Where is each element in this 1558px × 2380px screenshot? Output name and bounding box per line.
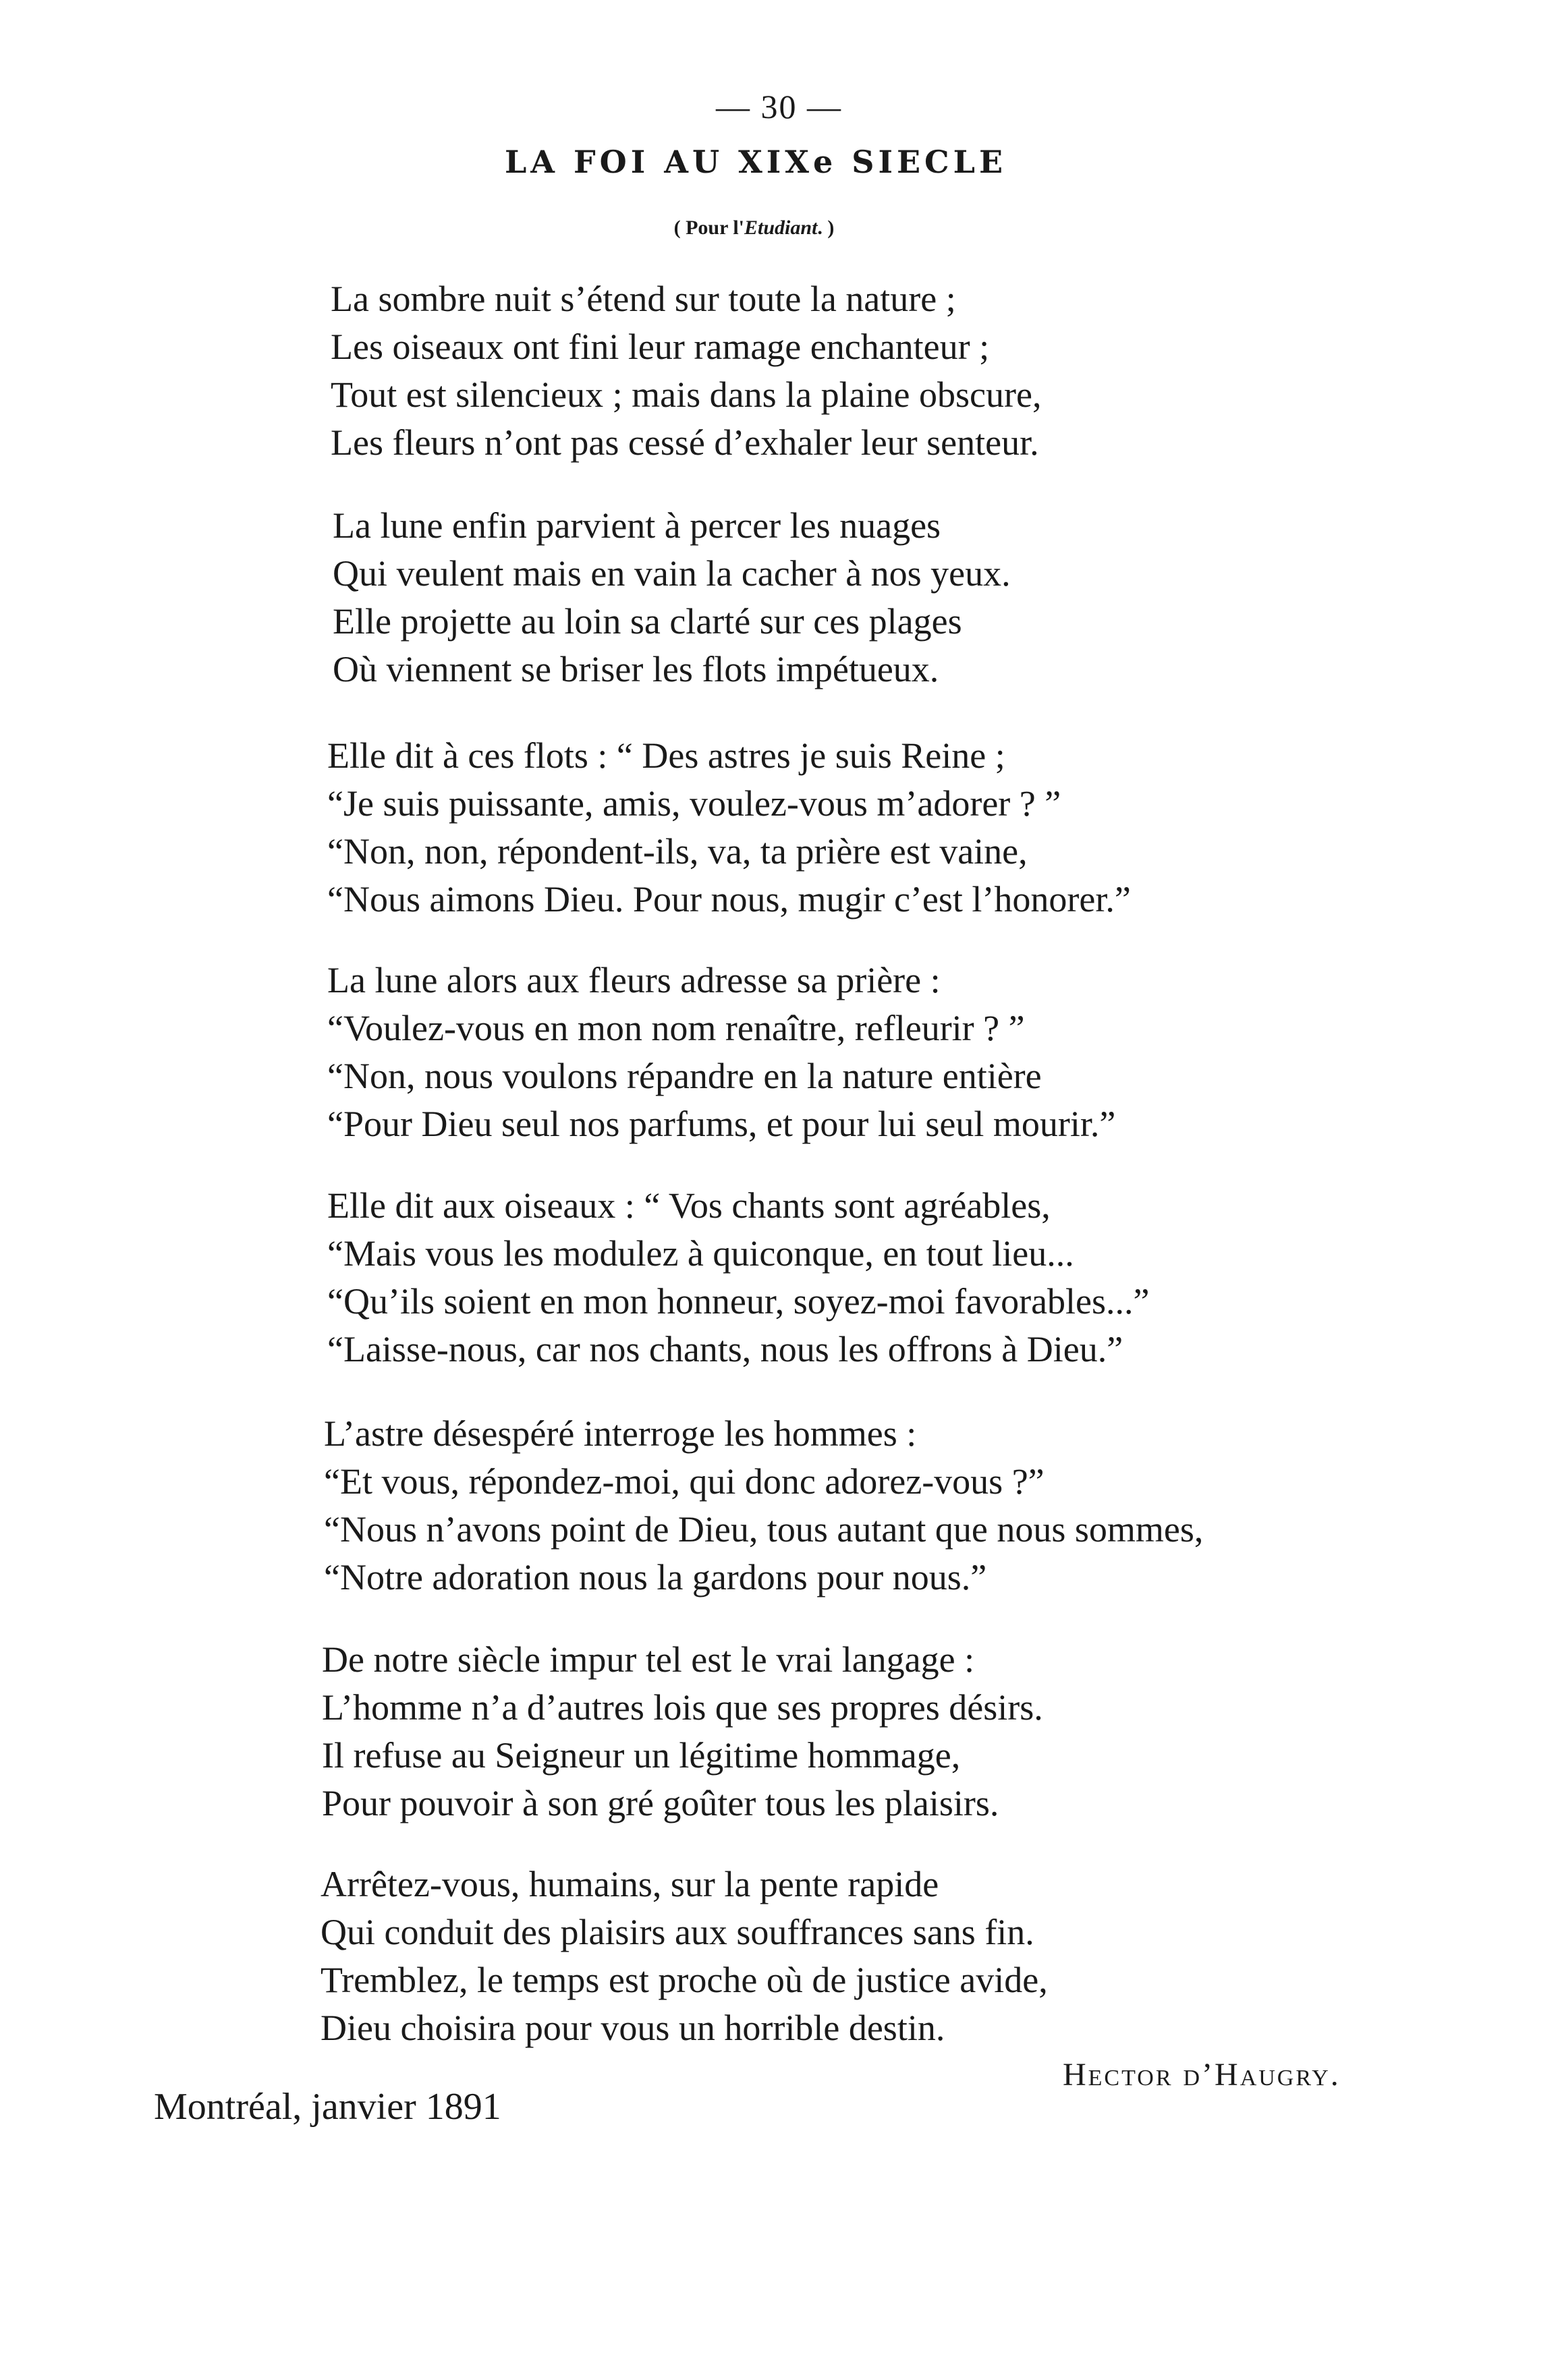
verse-line: Il refuse au Seigneur un légitime hommage, <box>322 1735 961 1776</box>
verse-line: Qui conduit des plaisirs aux souffrances sans fin. <box>321 1912 1034 1952</box>
verse-line: “Non, nous voulons répandre en la nature entière <box>327 1056 1042 1096</box>
verse-line: La lune alors aux fleurs adresse sa prière : <box>327 960 941 1000</box>
verse-line: L’homme n’a d’autres lois que ses propres désirs. <box>322 1687 1043 1728</box>
dedication-suffix: . ) <box>817 217 835 239</box>
verse-line: Elle dit à ces flots : “ Des astres je suis Reine ; <box>327 735 1005 776</box>
verse-line: “Nous aimons Dieu. Pour nous, mugir c’est l’honorer.” <box>327 879 1131 919</box>
stanza <box>327 1182 1339 1373</box>
verse-line: “Mais vous les modulez à quiconque, en tout lieu... <box>327 1233 1074 1274</box>
verse-line: “Et vous, répondez-moi, qui donc adorez-vous ?” <box>324 1461 1045 1502</box>
stanza <box>327 957 1339 1148</box>
verse-line: Qui veulent mais en vain la cacher à nos yeux. <box>333 553 1011 594</box>
verse-line: “Voulez-vous en mon nom renaître, refleurir ? ” <box>327 1008 1025 1048</box>
verse-line: Elle projette au loin sa clarté sur ces plages <box>333 601 962 642</box>
verse-line: La lune enfin parvient à percer les nuages <box>333 505 941 546</box>
stanza <box>324 1410 1336 1602</box>
page-number: — 30 — <box>716 88 842 125</box>
verse-line: L’astre désespéré interroge les hommes : <box>324 1413 917 1454</box>
verse-line: “Je suis puissante, amis, voulez-vous m’adorer ? ” <box>327 783 1061 824</box>
stanza <box>333 502 1345 693</box>
verse-line: “Nous n’avons point de Dieu, tous autant que nous sommes, <box>324 1509 1204 1550</box>
stanza <box>321 1861 1333 2052</box>
verse-line: Où viennent se briser les flots impétueux. <box>333 649 939 689</box>
dedication <box>0 215 1508 242</box>
verse-line: Les fleurs n’ont pas cessé d’exhaler leur senteur. <box>331 422 1039 463</box>
verse-line: Pour pouvoir à son gré goûter tous les plaisirs. <box>322 1783 999 1823</box>
place-date: Montréal, janvier 1891 <box>154 2086 501 2128</box>
poem-title: LA FOI AU XIXe SIECLE <box>504 144 1007 180</box>
dedication-publication: Etudiant <box>744 217 818 239</box>
author-signature: Hector d’Haugry. <box>1063 2057 1341 2093</box>
verse-line: Tremblez, le temps est proche où de justice avide, <box>321 1960 1048 2000</box>
stanza <box>327 732 1339 924</box>
verse-line: Les oiseaux ont fini leur ramage enchanteur ; <box>331 327 990 367</box>
stanza <box>322 1636 1334 1828</box>
verse-line: Arrêtez-vous, humains, sur la pente rapide <box>321 1864 939 1904</box>
verse-line: “Laisse-nous, car nos chants, nous les offrons à Dieu.” <box>327 1329 1123 1369</box>
verse-line: “Pour Dieu seul nos parfums, et pour lui seul mourir.” <box>327 1104 1116 1144</box>
verse-line: “Qu’ils soient en mon honneur, soyez-moi favorables...” <box>327 1281 1150 1322</box>
verse-line: “Notre adoration nous la gardons pour nous.” <box>324 1557 987 1597</box>
verse-line: De notre siècle impur tel est le vrai langage : <box>322 1639 975 1680</box>
dedication-prefix: ( Pour l' <box>673 217 745 239</box>
verse-line: Tout est silencieux ; mais dans la plaine obscure, <box>331 374 1042 415</box>
verse-line: Elle dit aux oiseaux : “ Vos chants sont agréables, <box>327 1185 1051 1226</box>
verse-line: La sombre nuit s’étend sur toute la nature ; <box>331 279 956 319</box>
verse-line: “Non, non, répondent-ils, va, ta prière est vaine, <box>327 831 1028 872</box>
stanza <box>331 275 1343 467</box>
verse-line: Dieu choisira pour vous un horrible destin. <box>321 2008 945 2048</box>
